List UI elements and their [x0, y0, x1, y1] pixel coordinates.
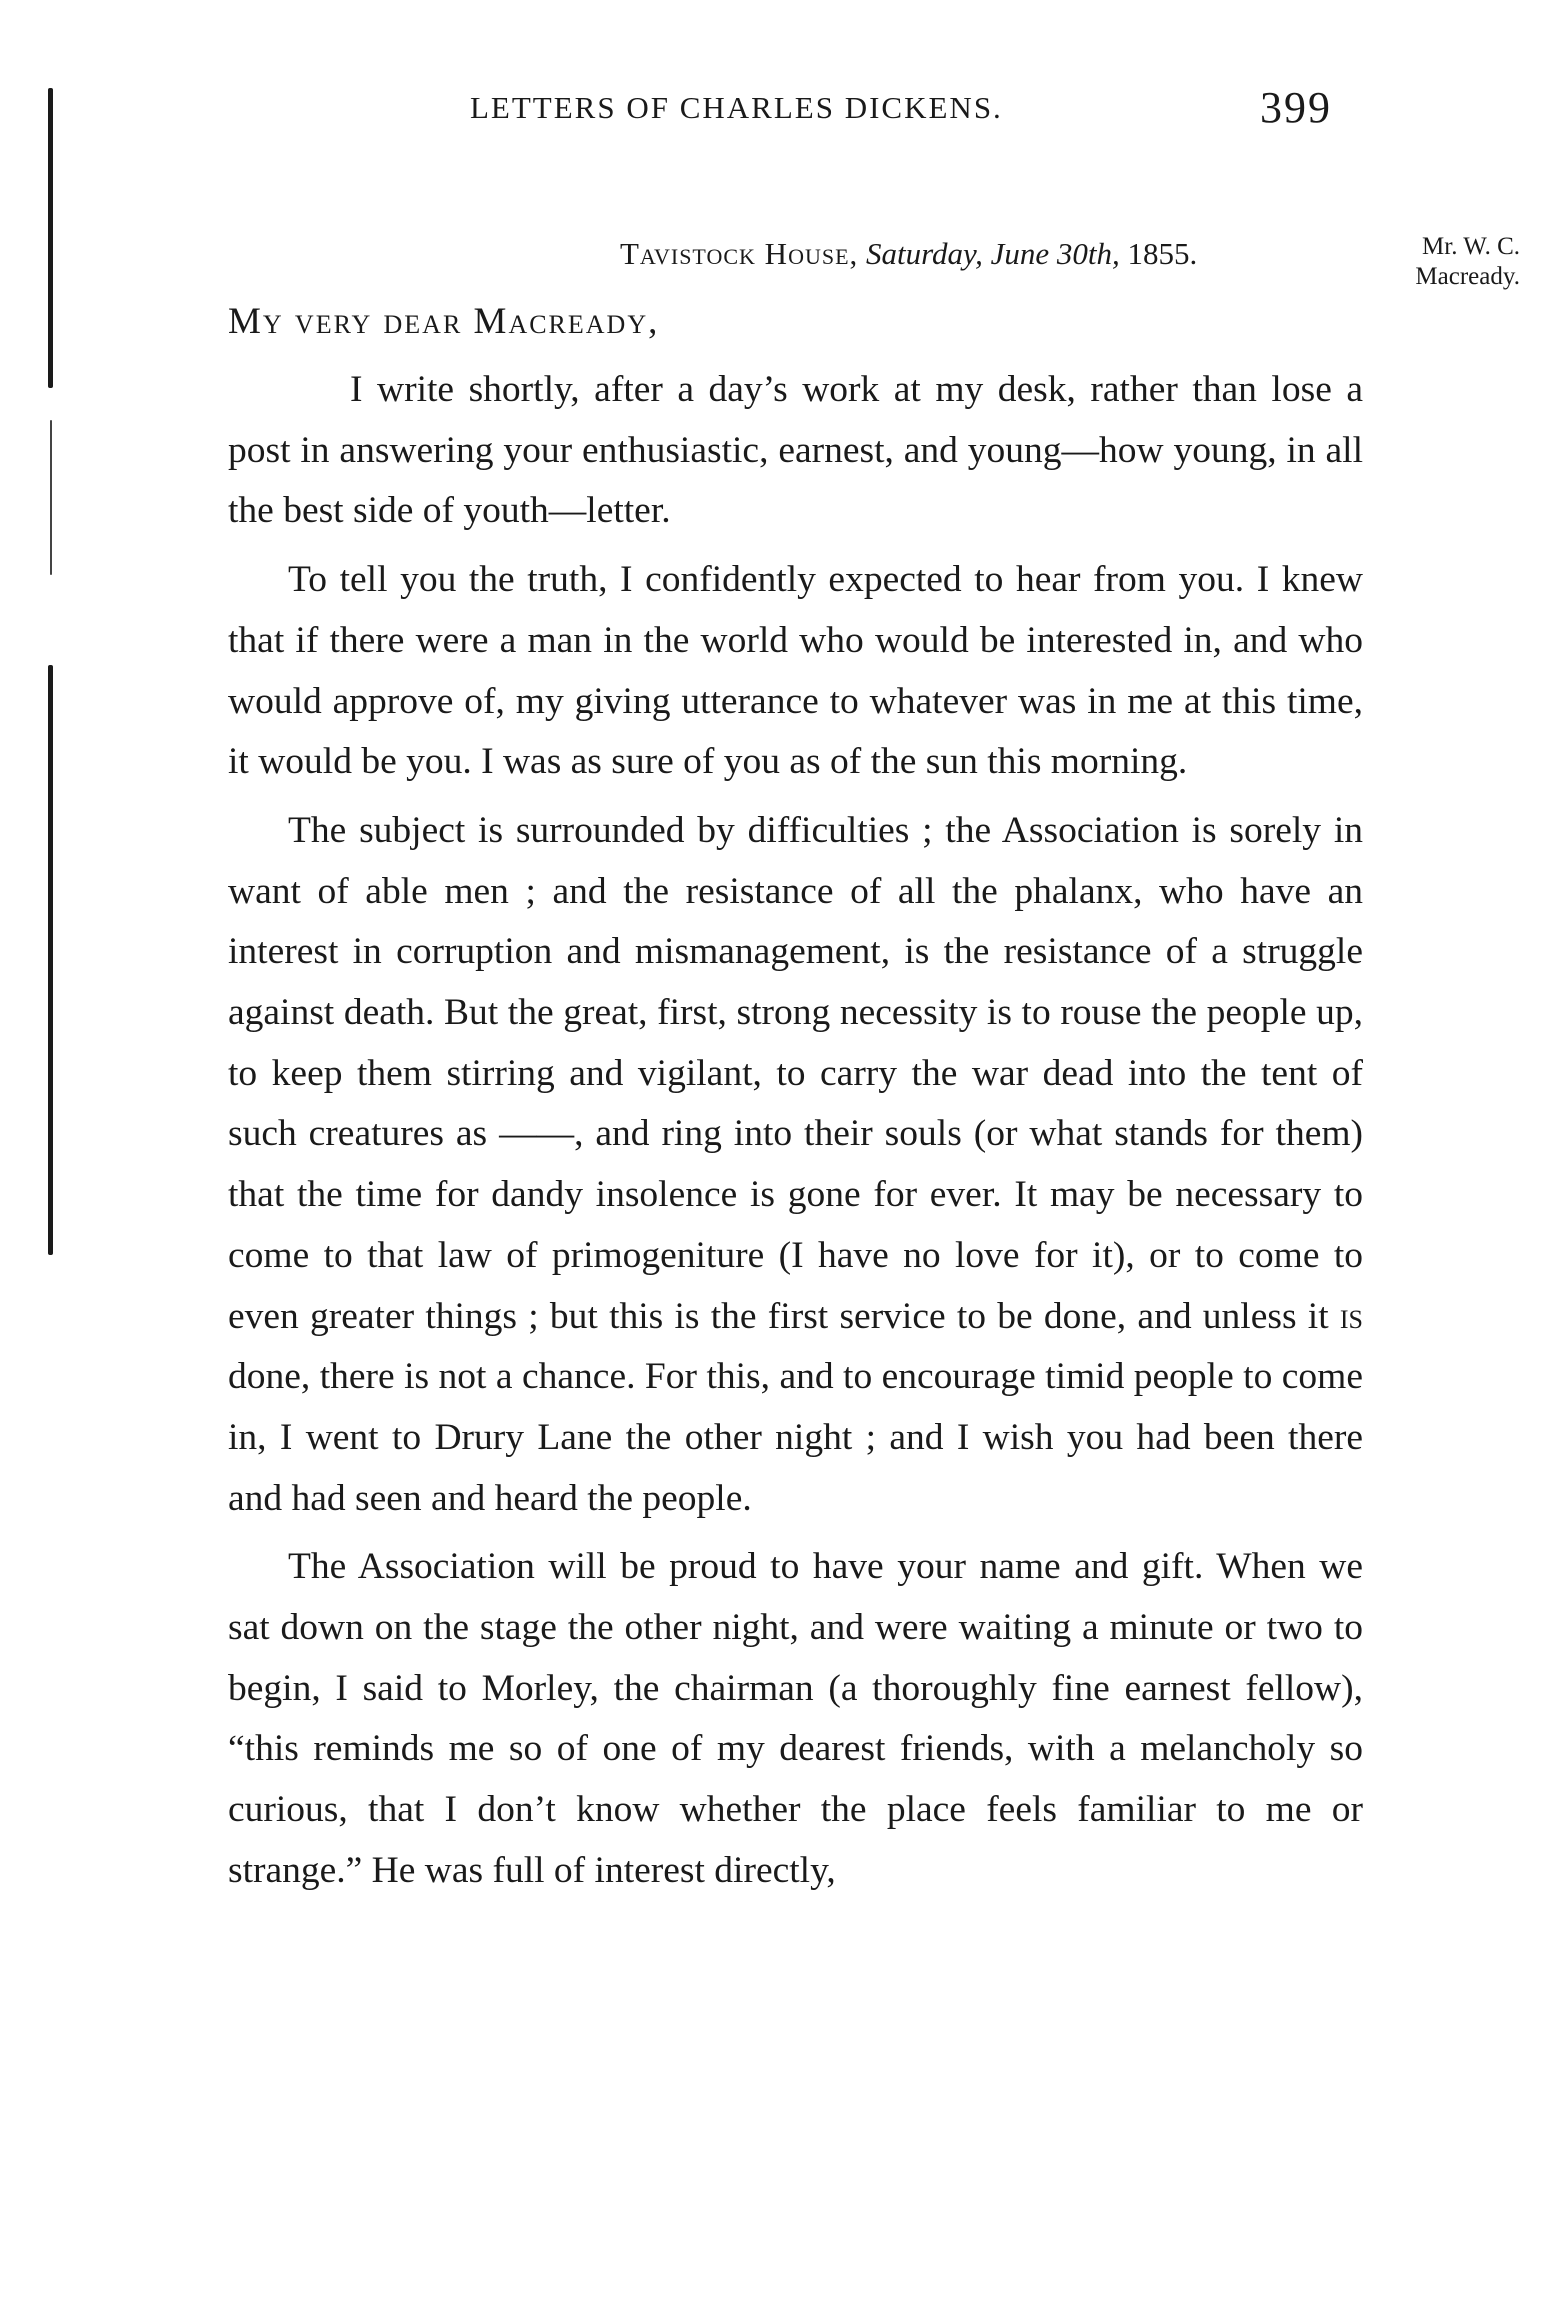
margin-note-line: Macready. — [1415, 263, 1520, 290]
scan-edge-mark — [48, 88, 53, 388]
dateline-year: 1855. — [1127, 236, 1198, 271]
body-paragraph-text: The subject is surrounded by difficulties ; the Association is sorely in want of able men ; and the resistance of all the phalanx, who have an interest in corruption and mismanagement, is the resistance of a struggle against death. But the great, first, strong necessity is to rouse the people up, to keep them stirring and vigilant, to carry the war dead into the tent of such creatures as ——, and ring into their souls (or what stands for them) that the time for dandy insolence is gone for ever. It may be necessary to come to that law of primogeniture (I have no love for it), or to come to even greater things ; but this is the first service to be done, and unless it — [228, 809, 1363, 1337]
body-paragraph-text: done, there is not a chance. For this, and to encourage timid people to come in, I went to Drury Lane the other night ; and I wish you had been there and had seen and heard the people. — [228, 1356, 1363, 1519]
body-paragraph: The Association will be proud to have your name and gift. When we sat down on the stage the other night, and were waiting a minute or two to begin, I said to Morley, the chairman (a thoroughly fine earnest fellow), “this reminds me so of one of my dearest friends, with a melancholy so curious, that I don’t know whether the place feels familiar to me or strange.” He was full of interest directly, — [228, 1546, 1363, 1891]
body-paragraph: I write shortly, after a day’s work at my desk, rather than lose a post in answering your enthusiastic, earnest, and young—how young, in all the best side of youth—letter. — [228, 369, 1363, 532]
dateline-place: Tavistock House, — [620, 236, 859, 271]
letter-body — [228, 360, 1363, 1902]
page-number: 399 — [1260, 83, 1332, 132]
emphasis-is: is — [1339, 1295, 1364, 1337]
running-title: LETTERS OF CHARLES DICKENS. — [470, 90, 1003, 125]
body-paragraph: To tell you the truth, I confidently expected to hear from you. I knew that if there were a man in the world who would be interested in, and who would approve of, my giving utterance to whatever was in me at this time, it would be you. I was as sure of you as of the sun this morning. — [228, 559, 1363, 783]
margin-note-line: Mr. W. C. — [1422, 233, 1520, 260]
running-head — [230, 82, 1350, 142]
scan-edge-mark — [50, 420, 52, 510]
dateline-day: Saturday, June 30th, — [866, 236, 1120, 271]
scan-edge-mark — [48, 665, 53, 1255]
margin-note — [1370, 232, 1520, 292]
body-paragraph — [228, 801, 1363, 1529]
letter-salutation: My very dear Macready, — [228, 301, 660, 342]
scan-edge-mark — [50, 505, 52, 575]
letter-dateline — [620, 236, 1197, 272]
